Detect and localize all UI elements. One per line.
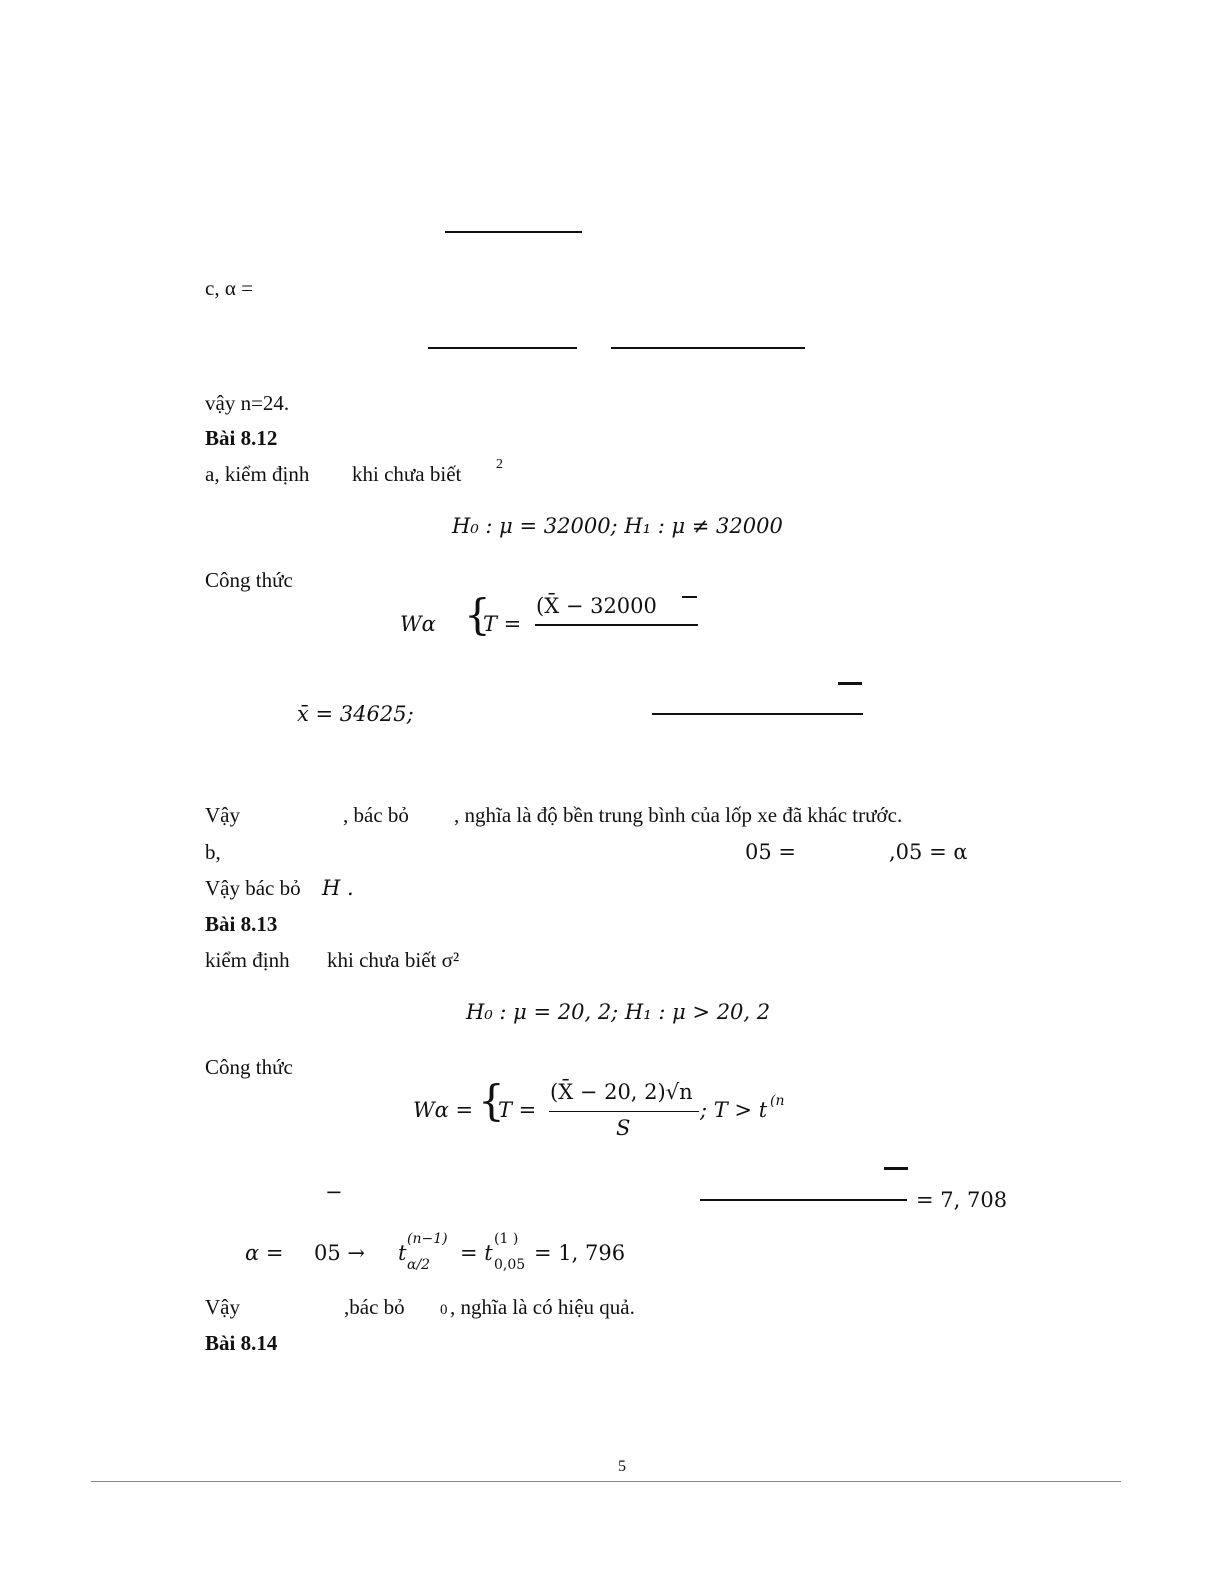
t-equals-2: T =	[498, 1098, 537, 1122]
t-critical: t	[398, 1241, 407, 1265]
text-cong-thuc: Công thức	[205, 568, 293, 592]
text-kiem-dinh: a, kiểm định	[205, 462, 310, 486]
heading-bai-8-13: Bài 8.13	[205, 912, 278, 936]
text-h0-subscript: 0	[440, 1302, 448, 1318]
alpha-line-value: 05 →	[314, 1241, 365, 1265]
hypothesis-8-12: H₀ : μ = 32000; H₁ : μ ≠ 32000	[452, 514, 783, 538]
text-b-right: ,05 = α	[889, 840, 968, 864]
fraction-rule	[611, 347, 805, 349]
text-part-b: b,	[205, 840, 221, 864]
text-vay-bac-bo: Vậy bác bỏ	[205, 876, 301, 900]
result-value: = 7, 708	[916, 1188, 1008, 1212]
text-cong-thuc-2: Công thức	[205, 1055, 293, 1079]
page-number: 5	[618, 1458, 626, 1475]
formula-numerator: (X̄ − 32000	[536, 594, 657, 618]
text-b-middle: 05 =	[745, 840, 796, 864]
text-bac-bo-2: ,bác bỏ	[344, 1295, 405, 1319]
t-equals: T =	[483, 612, 522, 636]
brace-symbol: {	[464, 590, 491, 639]
fraction-rule	[652, 713, 863, 715]
superscript-2: 2	[496, 457, 503, 472]
critical-condition: ; T > t	[700, 1098, 768, 1122]
bar-mark	[838, 682, 862, 685]
formula-denominator-2: S	[616, 1116, 631, 1140]
brace-symbol-2: {	[478, 1076, 505, 1125]
text-khi-chua-biet: khi chưa biết	[352, 462, 462, 486]
text-bac-bo: , bác bỏ	[343, 803, 409, 827]
heading-bai-8-12: Bài 8.12	[205, 426, 278, 450]
footer-divider	[91, 1481, 1121, 1482]
w-alpha-2: Wα =	[413, 1098, 474, 1122]
fraction-rule	[549, 1111, 699, 1112]
hypothesis-8-13: H₀ : μ = 20, 2; H₁ : μ > 20, 2	[466, 1000, 771, 1024]
t-critical-sup: (n−1)	[407, 1231, 448, 1247]
w-alpha: Wα	[400, 612, 436, 636]
alpha-line: α =	[245, 1241, 284, 1265]
text-c-alpha: c, α =	[205, 276, 253, 300]
text-vay-2: Vậy	[205, 1295, 240, 1319]
text-vay: Vậy	[205, 803, 240, 827]
text-kiem-dinh-2: kiểm định	[205, 948, 290, 972]
text-conclusion-n: vậy n=24.	[205, 391, 290, 415]
t-critical-2-sub: 0,05	[494, 1257, 526, 1273]
h-symbol: H .	[322, 876, 354, 900]
formula-numerator-2: (X̄ − 20, 2)√n	[550, 1080, 693, 1104]
fraction-rule	[700, 1199, 907, 1201]
bar-mark	[884, 1167, 908, 1170]
t-critical-eq: = t	[460, 1241, 493, 1265]
bar-mark	[682, 596, 697, 598]
fraction-rule	[428, 347, 577, 349]
fraction-rule	[445, 231, 582, 233]
t-critical-sub: α/2	[407, 1257, 431, 1273]
sample-mean: x̄ = 34625;	[297, 702, 414, 726]
minus-mark: −	[325, 1180, 343, 1204]
t-critical-value: = 1, 796	[534, 1241, 626, 1265]
text-conclusion-8-12: , nghĩa là độ bền trung bình của lốp xe đã khác trước.	[454, 803, 903, 827]
fraction-rule	[535, 624, 698, 626]
t-critical-2-sup: (1 )	[494, 1231, 519, 1247]
heading-bai-8-14: Bài 8.14	[205, 1331, 278, 1355]
critical-condition-sup: (n	[770, 1093, 785, 1109]
text-khi-chua-biet-2: khi chưa biết σ²	[327, 948, 460, 972]
text-conclusion-8-13: , nghĩa là có hiệu quả.	[450, 1295, 635, 1319]
